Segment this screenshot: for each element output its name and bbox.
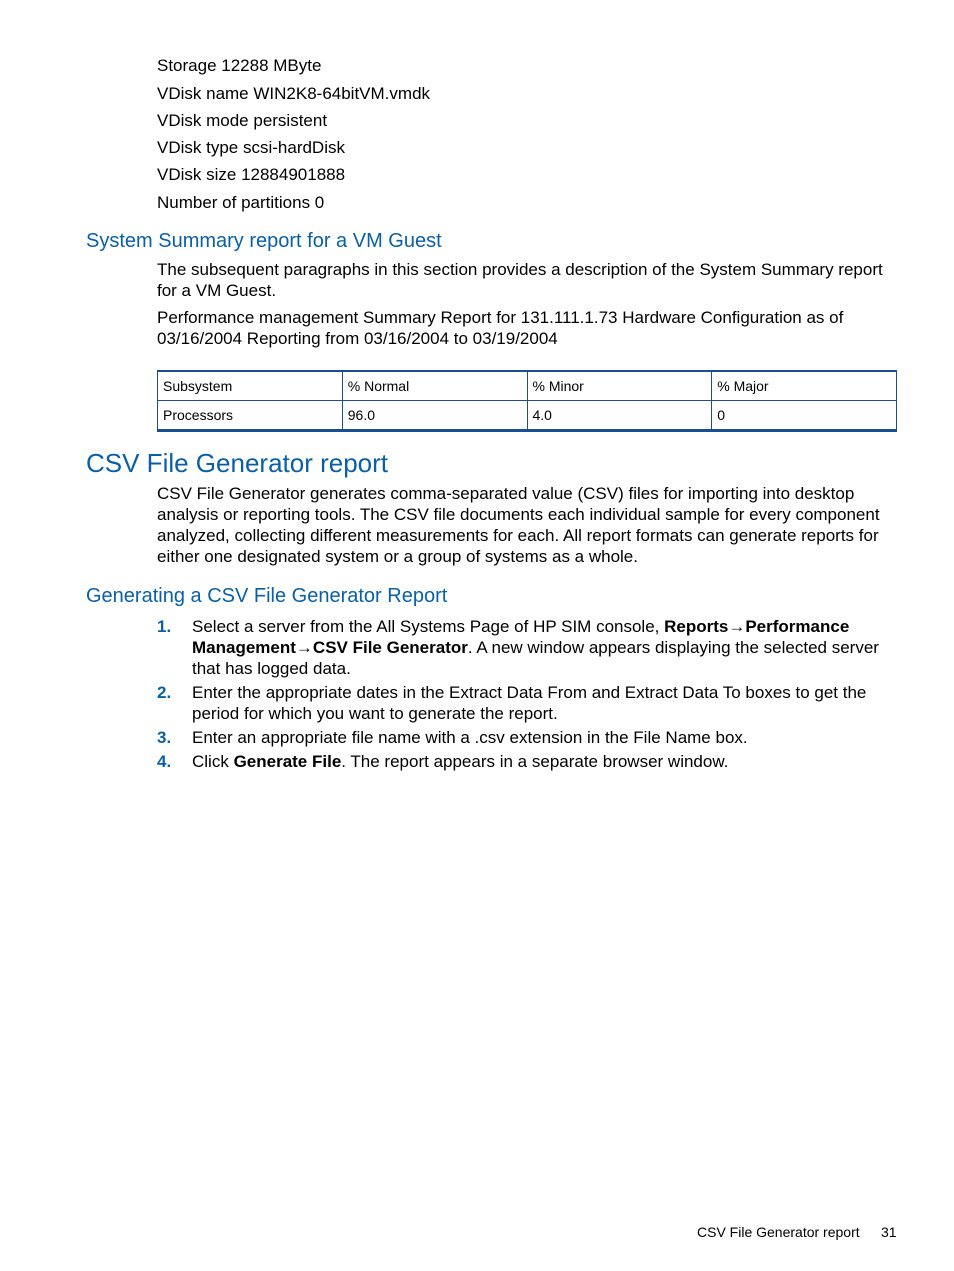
table-header-row: [158, 371, 897, 401]
generate-file-label: Generate File: [233, 752, 342, 771]
spec-vdisk-name: VDisk name WIN2K8-64bitVM.vmdk: [157, 84, 431, 103]
step-number: 3.: [157, 728, 172, 747]
table-cell: Processors: [158, 401, 343, 431]
step-2: [157, 682, 899, 724]
arrow-icon: →: [728, 617, 746, 636]
performance-report-description: Performance management Summary Report for 131.111.1.73 Hardware Configuration as of 03/16/2004 Reporting from 03/16/2004 to 03/19/2004: [157, 308, 844, 348]
step-1: [157, 616, 899, 679]
step-3: [157, 727, 899, 748]
table-header-cell: % Normal: [342, 371, 527, 401]
spec-vdisk-type: VDisk type scsi-hardDisk: [157, 138, 345, 157]
section-heading-csv-generator: CSV File Generator report: [86, 448, 389, 478]
step-number: 4.: [157, 752, 172, 771]
section-heading-generating-report: Generating a CSV File Generator Report: [86, 585, 448, 607]
table-header-cell: % Major: [712, 371, 897, 401]
step-4: [157, 751, 899, 772]
step-text-part: . The report appears in a separate browser window.: [341, 752, 729, 771]
spec-storage: Storage 12288 MByte: [157, 56, 322, 75]
step-text-part: Click: [192, 752, 234, 771]
step-text: [192, 751, 899, 772]
csv-generator-description: CSV File Generator generates comma-separated value (CSV) files for importing into desktop analysis or reporting tools. The CSV file documents each individual sample for every component analyzed, collecting different measurements for each. All report formats can generate reports for either one designated system or a group of systems as a whole.: [157, 484, 880, 566]
system-summary-description: The subsequent paragraphs in this section provides a description of the System Summary report for a VM Guest.: [157, 260, 883, 300]
table-header-cell: % Minor: [527, 371, 712, 401]
table-cell: 4.0: [527, 401, 712, 431]
step-text: Enter an appropriate file name with a .csv extension in the File Name box.: [192, 728, 748, 747]
arrow-icon: →: [295, 638, 313, 657]
step-text-part: . A new window appears displaying the selected server that has logged data.: [192, 638, 879, 678]
menu-performance-management: Performance Management: [192, 617, 850, 657]
spec-partitions: Number of partitions 0: [157, 193, 325, 212]
step-number: 2.: [157, 683, 172, 702]
step-text: [192, 616, 899, 679]
section-heading-system-summary: System Summary report for a VM Guest: [86, 230, 442, 252]
page-number: 31: [881, 1224, 897, 1240]
table-cell: 96.0: [342, 401, 527, 431]
step-text: Enter the appropriate dates in the Extract Data From and Extract Data To boxes to get the period for which you want to generate the report.: [192, 683, 867, 723]
summary-table: [157, 370, 897, 432]
table-header-cell: Subsystem: [158, 371, 343, 401]
step-text-part: Select a server from the All Systems Page of HP SIM console,: [192, 617, 665, 636]
menu-reports: Reports: [664, 617, 729, 636]
spec-vdisk-mode: VDisk mode persistent: [157, 111, 328, 130]
menu-csv-file-generator: CSV File Generator: [312, 638, 468, 657]
step-number: 1.: [157, 617, 172, 636]
spec-vdisk-size: VDisk size 12884901888: [157, 165, 346, 184]
table-row: [158, 401, 897, 431]
footer-title: CSV File Generator report: [697, 1224, 860, 1240]
table-cell: 0: [712, 401, 897, 431]
